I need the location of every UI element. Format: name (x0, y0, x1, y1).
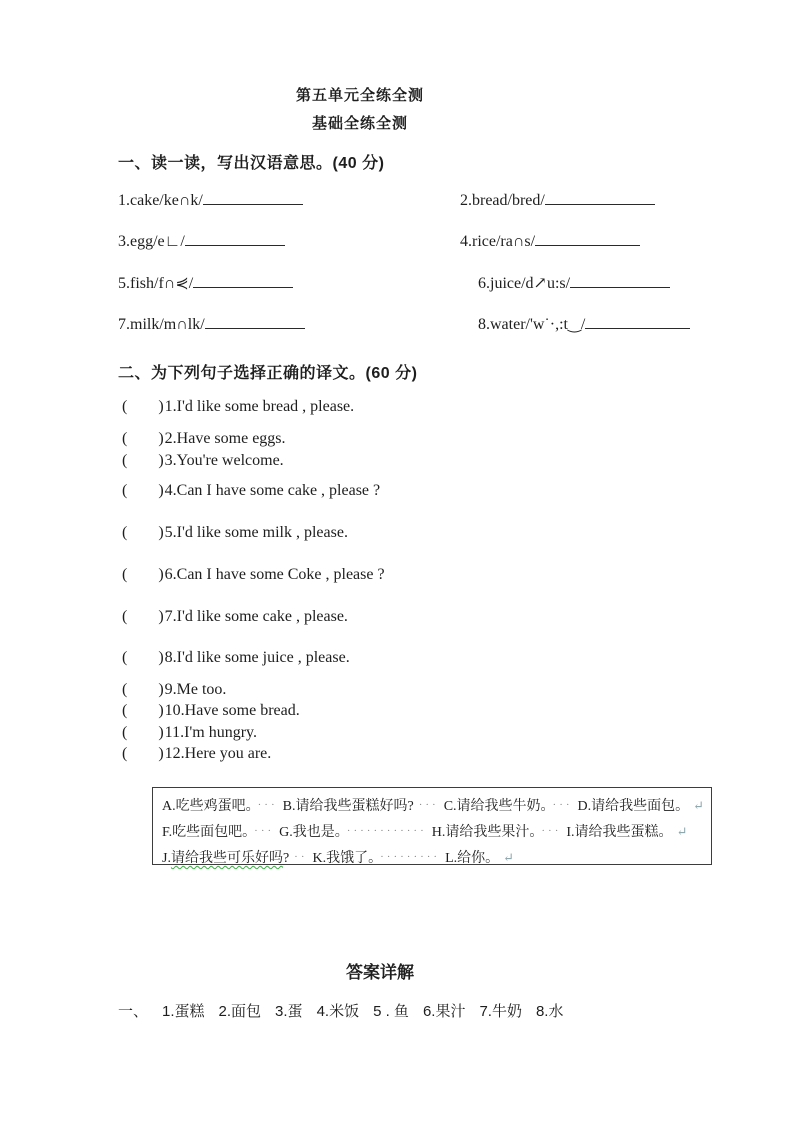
answer-bracket: ( ) (122, 745, 165, 762)
line-break-mark-icon: ↵ (503, 850, 515, 865)
sentence-text: 11.I'm hungry. (164, 724, 258, 741)
dot-leader: ··· (257, 799, 278, 811)
subtitle-block (0, 112, 720, 133)
vocab-item-1 (118, 190, 303, 210)
answer-blank (185, 231, 285, 246)
answer-blank (203, 190, 303, 205)
option-J-label: J. (162, 851, 171, 866)
dot-leader: ··· (552, 799, 573, 811)
sentence-text: 1.I'd like some bread , please. (164, 398, 355, 415)
answer-blank (570, 273, 670, 288)
options-box (152, 787, 712, 865)
spellcheck-squiggle-text: 请给我些可乐好吗 (170, 851, 283, 866)
sentence-9 (122, 681, 226, 699)
answer-bracket: ( ) (122, 566, 165, 583)
sentence-text: 6.Can I have some Coke , please ? (164, 566, 385, 583)
option-C: C.请给我些牛奶。 (443, 799, 548, 814)
sentence-text: 8.I'd like some juice , please. (164, 649, 350, 666)
page-subtitle: 基础全练全测 (311, 115, 408, 132)
answers-line (118, 1000, 577, 1021)
vocab-term: 4.rice/ra∩s/ (460, 233, 536, 250)
answer-bracket: ( ) (122, 608, 165, 625)
vocab-term: 2.bread/bred/ (460, 192, 545, 209)
sentence-text: 5.I'd like some milk , please. (164, 524, 348, 541)
answer-bracket: ( ) (122, 398, 165, 415)
vocab-term: 1.cake/ke∩k/ (118, 192, 203, 209)
sentence-text: 10.Have some bread. (164, 702, 300, 719)
vocab-item-3 (118, 231, 285, 251)
sentence-text: 7.I'd like some cake , please. (164, 608, 348, 625)
sentence-text: 9.Me too. (164, 681, 227, 698)
section1-heading: 一、读一读，写出汉语意思。(40 分) (118, 155, 385, 172)
answer-item-7: 7.牛奶 (479, 1003, 522, 1020)
sentence-5 (122, 524, 348, 542)
answer-bracket: ( ) (122, 430, 165, 447)
line-break-mark-icon: ↵ (676, 824, 688, 839)
sentence-2 (122, 430, 286, 448)
vocab-term: 6.juice/d↗u:s/ (478, 275, 571, 292)
answer-item-6: 6.果汁 (422, 1003, 466, 1020)
answer-bracket: ( ) (122, 724, 165, 741)
answer-blank (545, 190, 655, 205)
answers-heading: 答案详解 (346, 963, 414, 982)
sentence-text: 2.Have some eggs. (164, 430, 286, 447)
answer-blank (585, 314, 690, 329)
option-D: D.请给我些面包。 (577, 799, 690, 814)
answer-bracket: ( ) (122, 452, 165, 469)
vocab-term: 8.water/'w˙·,:t‿/ (478, 316, 586, 333)
vocab-item-4 (460, 231, 640, 251)
dot-leader: ··· (541, 825, 562, 837)
sentence-3 (122, 452, 284, 470)
answer-blank (193, 273, 293, 288)
options-line-1 (162, 793, 705, 819)
option-J (162, 851, 289, 866)
option-K: K.我饿了。 (312, 851, 376, 866)
option-J-punct: ? (282, 851, 290, 866)
option-F: F.吃些面包吧。 (162, 825, 250, 840)
line-break-mark-icon: ↵ (693, 798, 705, 813)
answer-item-5: 5 . 鱼 (373, 1003, 409, 1020)
answer-item-2: 2.面包 (218, 1003, 262, 1020)
answers-prefix: 一、 (118, 1003, 149, 1020)
dot-leader: ·· (294, 851, 308, 863)
title-block (0, 84, 720, 105)
answers-heading-block (0, 958, 760, 983)
vocab-item-5 (118, 273, 293, 293)
dot-leader: ··· (254, 825, 275, 837)
vocab-item-6 (478, 273, 670, 293)
sentence-4 (122, 482, 380, 500)
options-line-3 (162, 845, 702, 871)
option-A: A.吃些鸡蛋吧。 (162, 799, 253, 814)
answer-bracket: ( ) (122, 524, 165, 541)
answer-blank (205, 314, 305, 329)
sentence-6 (122, 566, 385, 584)
answer-bracket: ( ) (122, 702, 165, 719)
options-line-2 (162, 819, 702, 845)
vocab-term: 7.milk/m∩lk/ (118, 316, 205, 333)
answer-item-4: 4.米饭 (316, 1003, 360, 1020)
option-L: L.给你。 (445, 851, 500, 866)
sentence-11 (122, 724, 257, 742)
answer-item-1: 1.蛋糕 (162, 1003, 205, 1020)
answer-bracket: ( ) (122, 482, 165, 499)
sentence-text: 4.Can I have some cake , please ? (164, 482, 381, 499)
dot-leader: ············ (346, 825, 427, 837)
sentence-text: 3.You're welcome. (164, 452, 284, 469)
vocab-item-8 (478, 314, 690, 334)
vocab-term: 5.fish/f∩⋞/ (118, 275, 194, 292)
answer-item-8: 8.水 (535, 1003, 564, 1020)
sentence-1 (122, 398, 354, 416)
section2-heading: 二、为下列句子选择正确的译文。(60 分) (118, 365, 418, 382)
sentence-text: 12.Here you are. (164, 745, 272, 762)
option-H: H.请给我些果汁。 (431, 825, 537, 840)
answer-item-3: 3.蛋 (275, 1003, 303, 1020)
sentence-12 (122, 745, 271, 763)
vocab-item-7 (118, 314, 305, 334)
sentence-7 (122, 608, 348, 626)
dot-leader: ··· (418, 799, 439, 811)
vocab-term: 3.egg/e∟/ (118, 233, 185, 250)
dot-leader: ········· (380, 851, 441, 863)
vocab-item-2 (460, 190, 655, 210)
option-B: B.请给我些蛋糕好吗? (282, 799, 414, 814)
option-G: G.我也是。 (279, 825, 342, 840)
option-I: I.请给我些蛋糕。 (566, 825, 673, 840)
answer-blank (535, 231, 640, 246)
sentence-10 (122, 702, 300, 720)
answer-bracket: ( ) (122, 681, 165, 698)
answer-bracket: ( ) (122, 649, 165, 666)
sentence-8 (122, 649, 350, 667)
page-title: 第五单元全练全测 (295, 87, 424, 104)
